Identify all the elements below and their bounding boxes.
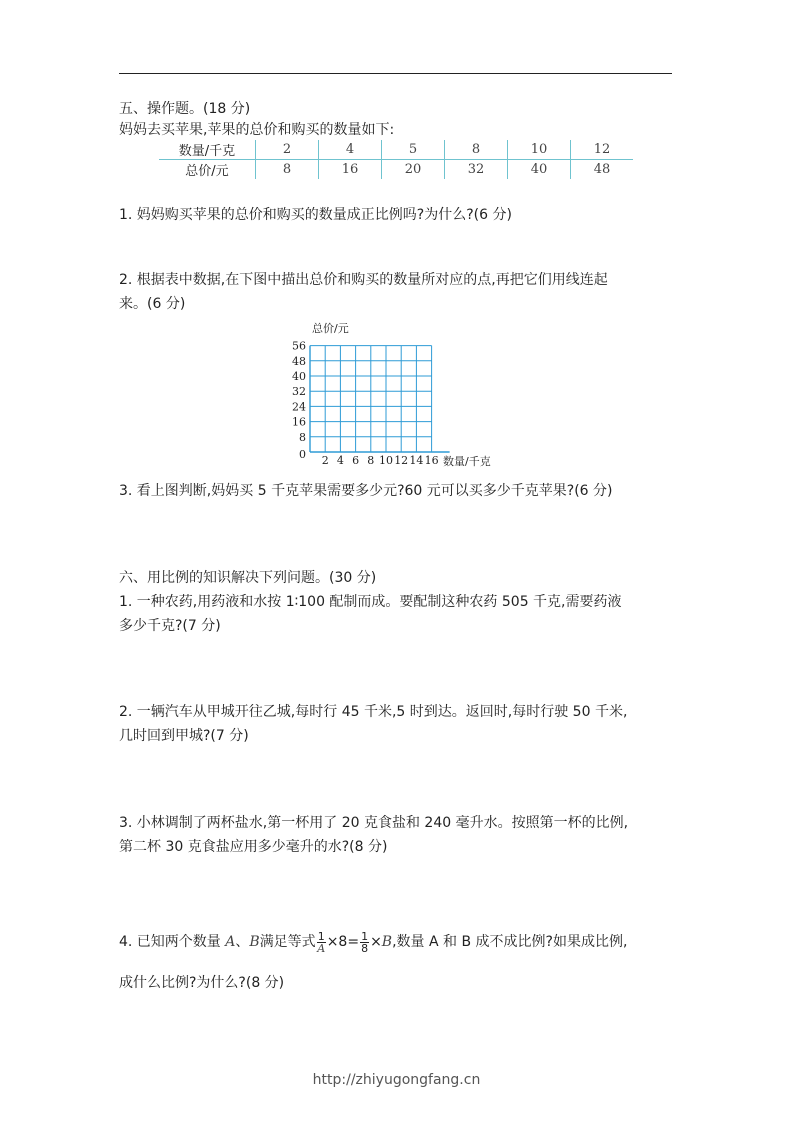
- table-row-price: [159, 160, 633, 180]
- s6-question-4-line1: [119, 929, 627, 955]
- fraction-denominator: 8: [361, 941, 369, 955]
- s6-question-3-line1: 3. 小林调制了两杯盐水,第一杯用了 20 克食盐和 240 毫升水。按照第一杯的比例,: [119, 815, 629, 831]
- y-tick-label: 16: [292, 415, 306, 429]
- table-cell: 40: [508, 160, 571, 180]
- table-cell: 4: [319, 140, 382, 160]
- x-tick-label: 4: [336, 454, 344, 467]
- table-cell: 16: [319, 160, 382, 180]
- table-cell: 32: [445, 160, 508, 180]
- section5-intro: 妈妈去买苹果,苹果的总价和购买的数量如下:: [119, 122, 395, 138]
- q4-suffix: ,数量 A 和 B 成不成比例?如果成比例,: [392, 934, 628, 950]
- s5-question-3: 3. 看上图判断,妈妈买 5 千克苹果需要多少元?60 元可以买多少千克苹果?(6 分): [119, 483, 613, 499]
- s6-question-3: [119, 811, 679, 859]
- fraction-numerator: 1: [361, 929, 369, 943]
- x-tick-label: 2: [321, 454, 329, 467]
- s6-question-1: [119, 590, 679, 638]
- table-row-quantity: [159, 140, 633, 160]
- x-tick-label: 14: [409, 454, 424, 467]
- table-cell: 48: [593, 162, 611, 177]
- grid-lines: [310, 346, 450, 452]
- s6-question-2: [119, 700, 679, 748]
- fraction-numerator: 1: [317, 929, 325, 943]
- origin-label: 0: [299, 448, 306, 461]
- table-cell: 5: [382, 140, 445, 160]
- y-tick-label: 8: [299, 430, 306, 444]
- y-tick-label: 48: [292, 354, 306, 368]
- s6-question-1-line1: 1. 一种农药,用药液和水按 1∶100 配制而成。要配制这种农药 505 千克,需要药液: [119, 594, 622, 610]
- x-tick-label: 10: [379, 454, 393, 467]
- q4-sep: 、: [235, 934, 250, 950]
- s5-question-2-line1: 2. 根据表中数据,在下图中描出总价和购买的数量所对应的点,再把它们用线连起: [119, 272, 608, 288]
- y-tick-label: 32: [292, 385, 306, 399]
- table-cell: 10: [508, 140, 571, 160]
- fraction-denominator: A: [317, 941, 326, 955]
- top-rule: [119, 73, 672, 74]
- q4-var-a: A: [225, 934, 236, 950]
- table-row-label: 总价/元: [159, 160, 256, 180]
- q4-fraction-2: [360, 931, 369, 954]
- price-quantity-table: [159, 140, 633, 179]
- table-cell: 12: [571, 140, 634, 160]
- s6-question-3-line2: 第二杯 30 克食盐应用多少毫升的水?(8 分): [119, 839, 388, 855]
- table-cell: 8: [445, 140, 508, 160]
- q4-fraction-1: [317, 931, 326, 954]
- q4-var-b: B: [249, 934, 260, 950]
- x-tick-label: 12: [394, 454, 409, 467]
- table-row-label: 数量/千克: [159, 140, 256, 160]
- q4-times8: ×8=: [326, 934, 360, 950]
- q4-prefix: 4. 已知两个数量: [119, 934, 226, 950]
- x-axis-label: 数量/千克: [443, 455, 491, 468]
- s6-question-2-line2: 几时回到甲城?(7 分): [119, 728, 249, 744]
- table-cell: 20: [382, 160, 445, 180]
- y-tick-label: 40: [292, 370, 306, 383]
- y-tick-label: 56: [292, 339, 306, 353]
- x-tick-label: 16: [424, 454, 439, 467]
- q4-mid: 满足等式: [259, 934, 316, 950]
- s6-question-2-line1: 2. 一辆汽车从甲城开往乙城,每时行 45 千米,5 时到达。返回时,每时行驶 50 千米,: [119, 704, 628, 720]
- x-tick-label: 8: [367, 454, 375, 467]
- y-tick-label: 24: [292, 400, 306, 414]
- footer-url: http://zhiyugongfang.cn: [312, 1072, 481, 1088]
- y-axis-label: 总价/元: [312, 322, 349, 335]
- s5-question-2: [119, 268, 679, 316]
- s6-question-4-line2: 成什么比例?为什么?(8 分): [119, 975, 285, 991]
- s6-question-1-line2: 多少千克?(7 分): [119, 618, 221, 634]
- table-cell: 8: [256, 160, 319, 180]
- q4-times: ×: [370, 934, 382, 950]
- s5-question-1: 1. 妈妈购买苹果的总价和购买的数量成正比例吗?为什么?(6 分): [119, 207, 512, 223]
- table-cell: 2: [256, 140, 319, 160]
- price-quantity-grid: [285, 318, 505, 470]
- x-tick-label: 6: [352, 454, 360, 467]
- section5-heading: 五、操作题。(18 分): [119, 101, 251, 117]
- s5-question-2-line2: 来。(6 分): [119, 296, 186, 312]
- q4-var-b2: B: [381, 934, 393, 950]
- section6-heading: 六、用比例的知识解决下列问题。(30 分): [119, 570, 377, 586]
